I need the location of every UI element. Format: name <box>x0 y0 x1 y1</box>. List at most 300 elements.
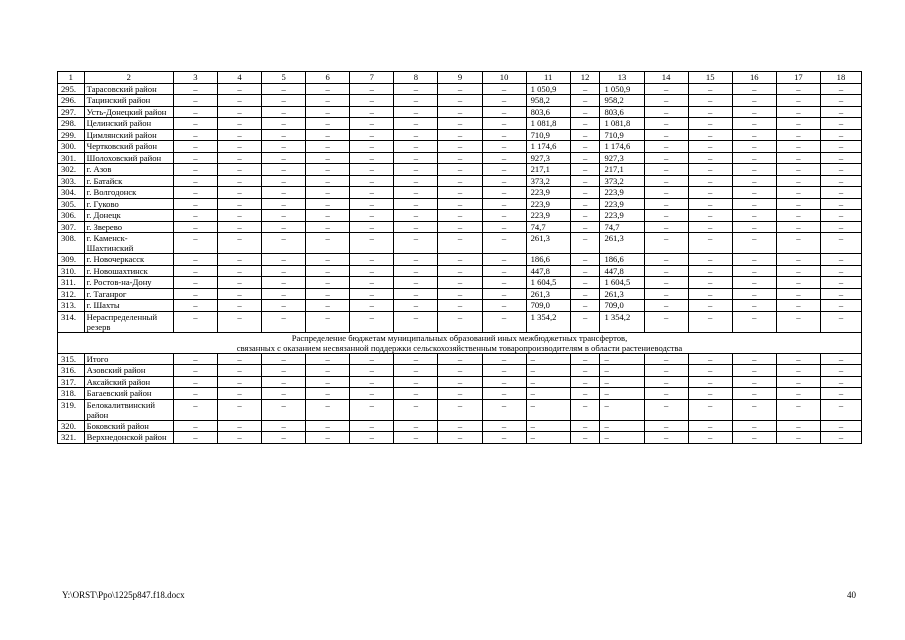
row-dash: – <box>394 420 438 432</box>
row-dash: – <box>350 152 394 164</box>
row-dash: – <box>438 365 482 377</box>
row-dash: – <box>482 106 526 118</box>
row-dash: – <box>306 129 350 141</box>
row-value: 223,9 <box>600 210 644 222</box>
row-dash: – <box>394 83 438 95</box>
row-number: 307. <box>58 221 85 233</box>
row-dash: – <box>438 141 482 153</box>
row-value: 261,3 <box>600 233 644 254</box>
row-dash: – <box>350 198 394 210</box>
row-dash: – <box>482 118 526 130</box>
row-dash: – <box>644 388 688 400</box>
row-dash: – <box>644 141 688 153</box>
row-dash: – <box>732 118 776 130</box>
row-dash: – <box>570 353 600 365</box>
row-dash: – <box>306 198 350 210</box>
row-name: г. Новошахтинск <box>84 265 173 277</box>
row-dash: – <box>306 95 350 107</box>
table-row <box>58 210 862 222</box>
column-header: 1 <box>58 72 85 84</box>
row-dash: – <box>570 141 600 153</box>
row-dash: – <box>482 420 526 432</box>
row-dash: – <box>350 288 394 300</box>
table-row <box>58 300 862 312</box>
row-dash: – <box>482 210 526 222</box>
row-dash: – <box>482 311 526 332</box>
row-value: 1 050,9 <box>600 83 644 95</box>
row-value: 74,7 <box>600 221 644 233</box>
row-dash: – <box>776 376 820 388</box>
row-dash: – <box>732 388 776 400</box>
row-dash: – <box>644 233 688 254</box>
row-dash: – <box>570 376 600 388</box>
row-dash: – <box>217 118 261 130</box>
row-dash: – <box>776 388 820 400</box>
row-dash: – <box>173 233 217 254</box>
row-dash: – <box>570 95 600 107</box>
row-value: 958,2 <box>526 95 570 107</box>
row-dash: – <box>688 300 732 312</box>
row-dash: – <box>482 399 526 420</box>
row-number: 303. <box>58 175 85 187</box>
row-dash: – <box>482 95 526 107</box>
row-dash: – <box>732 95 776 107</box>
row-value: 927,3 <box>600 152 644 164</box>
row-number: 299. <box>58 129 85 141</box>
row-dash: – <box>820 376 861 388</box>
row-dash: – <box>438 152 482 164</box>
row-dash: – <box>217 175 261 187</box>
row-dash: – <box>173 353 217 365</box>
table-row <box>58 288 862 300</box>
row-value: 223,9 <box>526 187 570 199</box>
row-dash: – <box>262 187 306 199</box>
row-dash: – <box>644 365 688 377</box>
table-row <box>58 399 862 420</box>
row-dash: – <box>482 175 526 187</box>
row-dash: – <box>217 399 261 420</box>
row-dash: – <box>482 353 526 365</box>
row-value: 803,6 <box>600 106 644 118</box>
budget-table <box>57 71 862 444</box>
row-value: 186,6 <box>526 254 570 266</box>
row-dash: – <box>173 300 217 312</box>
row-dash: – <box>173 187 217 199</box>
row-dash: – <box>262 129 306 141</box>
row-dash: – <box>482 254 526 266</box>
row-dash: – <box>394 129 438 141</box>
row-dash: – <box>217 95 261 107</box>
row-dash: – <box>394 141 438 153</box>
row-value: – <box>600 388 644 400</box>
row-value: 710,9 <box>600 129 644 141</box>
row-dash: – <box>732 106 776 118</box>
row-dash: – <box>776 141 820 153</box>
row-dash: – <box>262 353 306 365</box>
row-dash: – <box>688 187 732 199</box>
row-dash: – <box>262 221 306 233</box>
row-dash: – <box>776 106 820 118</box>
row-dash: – <box>776 311 820 332</box>
row-dash: – <box>438 175 482 187</box>
row-dash: – <box>820 353 861 365</box>
row-dash: – <box>217 129 261 141</box>
row-dash: – <box>644 152 688 164</box>
row-number: 298. <box>58 118 85 130</box>
row-number: 313. <box>58 300 85 312</box>
row-dash: – <box>173 198 217 210</box>
row-dash: – <box>820 233 861 254</box>
row-dash: – <box>350 175 394 187</box>
row-dash: – <box>173 118 217 130</box>
row-number: 315. <box>58 353 85 365</box>
row-dash: – <box>732 233 776 254</box>
row-dash: – <box>776 198 820 210</box>
row-dash: – <box>732 288 776 300</box>
row-dash: – <box>776 95 820 107</box>
table-row <box>58 233 862 254</box>
row-dash: – <box>644 95 688 107</box>
row-dash: – <box>570 187 600 199</box>
row-dash: – <box>688 141 732 153</box>
row-dash: – <box>688 311 732 332</box>
row-value: – <box>526 432 570 444</box>
row-number: 321. <box>58 432 85 444</box>
row-dash: – <box>570 265 600 277</box>
row-dash: – <box>820 288 861 300</box>
row-dash: – <box>644 106 688 118</box>
row-value: 1 174,6 <box>526 141 570 153</box>
row-value: 261,3 <box>600 288 644 300</box>
row-dash: – <box>570 233 600 254</box>
row-dash: – <box>482 376 526 388</box>
row-value: 74,7 <box>526 221 570 233</box>
column-header: 9 <box>438 72 482 84</box>
row-dash: – <box>820 388 861 400</box>
row-number: 300. <box>58 141 85 153</box>
row-dash: – <box>776 254 820 266</box>
row-dash: – <box>438 376 482 388</box>
header-row <box>58 72 862 84</box>
row-dash: – <box>438 265 482 277</box>
row-value: 1 050,9 <box>526 83 570 95</box>
row-dash: – <box>306 141 350 153</box>
row-dash: – <box>570 254 600 266</box>
table-row <box>58 353 862 365</box>
row-dash: – <box>820 277 861 289</box>
row-dash: – <box>820 365 861 377</box>
row-dash: – <box>394 164 438 176</box>
row-value: 447,8 <box>600 265 644 277</box>
table-row <box>58 376 862 388</box>
row-name: Цимлянский район <box>84 129 173 141</box>
row-dash: – <box>688 175 732 187</box>
row-value: 709,0 <box>526 300 570 312</box>
row-dash: – <box>394 233 438 254</box>
row-dash: – <box>570 129 600 141</box>
row-dash: – <box>394 353 438 365</box>
row-dash: – <box>350 376 394 388</box>
table-row <box>58 175 862 187</box>
table-row <box>58 164 862 176</box>
row-dash: – <box>394 376 438 388</box>
row-dash: – <box>644 432 688 444</box>
row-dash: – <box>306 254 350 266</box>
row-dash: – <box>438 254 482 266</box>
row-dash: – <box>688 95 732 107</box>
row-dash: – <box>644 129 688 141</box>
row-dash: – <box>438 198 482 210</box>
row-dash: – <box>732 141 776 153</box>
row-number: 319. <box>58 399 85 420</box>
row-value: 223,9 <box>526 198 570 210</box>
row-dash: – <box>262 388 306 400</box>
row-dash: – <box>644 311 688 332</box>
row-number: 308. <box>58 233 85 254</box>
row-dash: – <box>262 311 306 332</box>
row-dash: – <box>820 152 861 164</box>
row-dash: – <box>570 198 600 210</box>
row-number: 314. <box>58 311 85 332</box>
row-number: 301. <box>58 152 85 164</box>
row-dash: – <box>438 106 482 118</box>
row-dash: – <box>482 277 526 289</box>
row-dash: – <box>820 95 861 107</box>
row-dash: – <box>482 265 526 277</box>
table-row <box>58 187 862 199</box>
row-dash: – <box>306 432 350 444</box>
row-dash: – <box>776 353 820 365</box>
row-name: г. Таганрог <box>84 288 173 300</box>
row-dash: – <box>688 164 732 176</box>
column-header: 3 <box>173 72 217 84</box>
row-dash: – <box>688 265 732 277</box>
row-dash: – <box>570 152 600 164</box>
row-dash: – <box>350 311 394 332</box>
row-dash: – <box>350 221 394 233</box>
row-dash: – <box>688 399 732 420</box>
column-header: 4 <box>217 72 261 84</box>
row-dash: – <box>482 129 526 141</box>
table-row <box>58 141 862 153</box>
row-dash: – <box>306 376 350 388</box>
row-dash: – <box>570 432 600 444</box>
row-value: 710,9 <box>526 129 570 141</box>
row-dash: – <box>306 233 350 254</box>
row-dash: – <box>776 277 820 289</box>
row-dash: – <box>482 141 526 153</box>
row-number: 295. <box>58 83 85 95</box>
row-dash: – <box>644 277 688 289</box>
row-value: 1 081,8 <box>526 118 570 130</box>
column-header: 14 <box>644 72 688 84</box>
column-header: 2 <box>84 72 173 84</box>
row-dash: – <box>394 265 438 277</box>
row-dash: – <box>394 254 438 266</box>
row-dash: – <box>688 233 732 254</box>
row-value: 373,2 <box>600 175 644 187</box>
row-value: 261,3 <box>526 288 570 300</box>
row-dash: – <box>350 187 394 199</box>
row-dash: – <box>776 365 820 377</box>
row-dash: – <box>732 311 776 332</box>
row-value: 223,9 <box>600 198 644 210</box>
row-number: 310. <box>58 265 85 277</box>
row-dash: – <box>173 388 217 400</box>
table-row <box>58 365 862 377</box>
row-dash: – <box>173 106 217 118</box>
row-dash: – <box>306 420 350 432</box>
row-dash: – <box>306 187 350 199</box>
row-dash: – <box>394 300 438 312</box>
row-dash: – <box>438 233 482 254</box>
row-dash: – <box>482 233 526 254</box>
row-dash: – <box>394 221 438 233</box>
row-dash: – <box>776 288 820 300</box>
row-dash: – <box>688 432 732 444</box>
row-dash: – <box>262 118 306 130</box>
row-dash: – <box>350 83 394 95</box>
row-dash: – <box>394 118 438 130</box>
row-dash: – <box>570 118 600 130</box>
table-row <box>58 95 862 107</box>
row-dash: – <box>394 432 438 444</box>
row-dash: – <box>306 210 350 222</box>
row-dash: – <box>732 365 776 377</box>
row-dash: – <box>217 152 261 164</box>
row-dash: – <box>644 288 688 300</box>
row-dash: – <box>570 311 600 332</box>
row-dash: – <box>350 210 394 222</box>
row-dash: – <box>820 118 861 130</box>
row-dash: – <box>173 399 217 420</box>
row-number: 312. <box>58 288 85 300</box>
table-row <box>58 265 862 277</box>
row-value: 709,0 <box>600 300 644 312</box>
row-dash: – <box>732 221 776 233</box>
row-dash: – <box>306 164 350 176</box>
row-name: Целинский район <box>84 118 173 130</box>
row-number: 318. <box>58 388 85 400</box>
row-dash: – <box>217 365 261 377</box>
row-dash: – <box>688 198 732 210</box>
row-dash: – <box>570 221 600 233</box>
row-dash: – <box>306 388 350 400</box>
row-dash: – <box>482 187 526 199</box>
row-dash: – <box>217 311 261 332</box>
row-dash: – <box>306 277 350 289</box>
row-number: 309. <box>58 254 85 266</box>
row-dash: – <box>732 187 776 199</box>
row-name: Шолоховский район <box>84 152 173 164</box>
row-dash: – <box>350 277 394 289</box>
row-dash: – <box>173 376 217 388</box>
row-name: г. Батайск <box>84 175 173 187</box>
row-dash: – <box>262 164 306 176</box>
row-dash: – <box>482 198 526 210</box>
row-value: – <box>600 365 644 377</box>
row-name: г. Зверево <box>84 221 173 233</box>
row-dash: – <box>217 233 261 254</box>
row-value: – <box>600 399 644 420</box>
row-dash: – <box>820 141 861 153</box>
row-dash: – <box>644 198 688 210</box>
row-dash: – <box>262 265 306 277</box>
row-number: 305. <box>58 198 85 210</box>
row-dash: – <box>776 265 820 277</box>
row-dash: – <box>306 152 350 164</box>
row-dash: – <box>644 221 688 233</box>
row-dash: – <box>217 141 261 153</box>
row-dash: – <box>394 388 438 400</box>
row-dash: – <box>732 254 776 266</box>
page-number: 40 <box>847 590 856 600</box>
row-dash: – <box>776 175 820 187</box>
row-dash: – <box>262 233 306 254</box>
row-name: г. Каменск-Шахтинский <box>84 233 173 254</box>
row-value: 1 604,5 <box>526 277 570 289</box>
row-dash: – <box>438 210 482 222</box>
row-dash: – <box>262 141 306 153</box>
row-dash: – <box>394 210 438 222</box>
row-dash: – <box>394 152 438 164</box>
row-dash: – <box>820 106 861 118</box>
row-dash: – <box>776 152 820 164</box>
row-dash: – <box>688 106 732 118</box>
row-dash: – <box>688 129 732 141</box>
row-dash: – <box>173 420 217 432</box>
row-number: 297. <box>58 106 85 118</box>
row-dash: – <box>820 198 861 210</box>
row-dash: – <box>217 376 261 388</box>
row-dash: – <box>217 254 261 266</box>
section-title-line: Распределение бюджетам муниципальных образований иных межбюджетных трансфертов, <box>291 332 628 343</box>
column-header: 6 <box>306 72 350 84</box>
row-dash: – <box>350 432 394 444</box>
row-name: Азовский район <box>84 365 173 377</box>
row-dash: – <box>217 432 261 444</box>
row-dash: – <box>438 288 482 300</box>
row-value: 223,9 <box>600 187 644 199</box>
row-dash: – <box>732 432 776 444</box>
row-dash: – <box>217 420 261 432</box>
row-dash: – <box>262 83 306 95</box>
column-header: 5 <box>262 72 306 84</box>
row-dash: – <box>570 175 600 187</box>
row-name: г. Шахты <box>84 300 173 312</box>
row-dash: – <box>173 95 217 107</box>
row-dash: – <box>217 198 261 210</box>
row-value: – <box>526 420 570 432</box>
row-name: г. Волгодонск <box>84 187 173 199</box>
row-dash: – <box>438 129 482 141</box>
row-dash: – <box>438 95 482 107</box>
row-dash: – <box>217 221 261 233</box>
row-dash: – <box>732 152 776 164</box>
row-dash: – <box>438 399 482 420</box>
row-dash: – <box>644 265 688 277</box>
row-dash: – <box>820 164 861 176</box>
row-value: 261,3 <box>526 233 570 254</box>
row-dash: – <box>173 141 217 153</box>
table-row <box>58 118 862 130</box>
row-number: 320. <box>58 420 85 432</box>
row-value: 1 081,8 <box>600 118 644 130</box>
row-dash: – <box>306 300 350 312</box>
row-dash: – <box>438 187 482 199</box>
column-header: 15 <box>688 72 732 84</box>
row-dash: – <box>217 300 261 312</box>
